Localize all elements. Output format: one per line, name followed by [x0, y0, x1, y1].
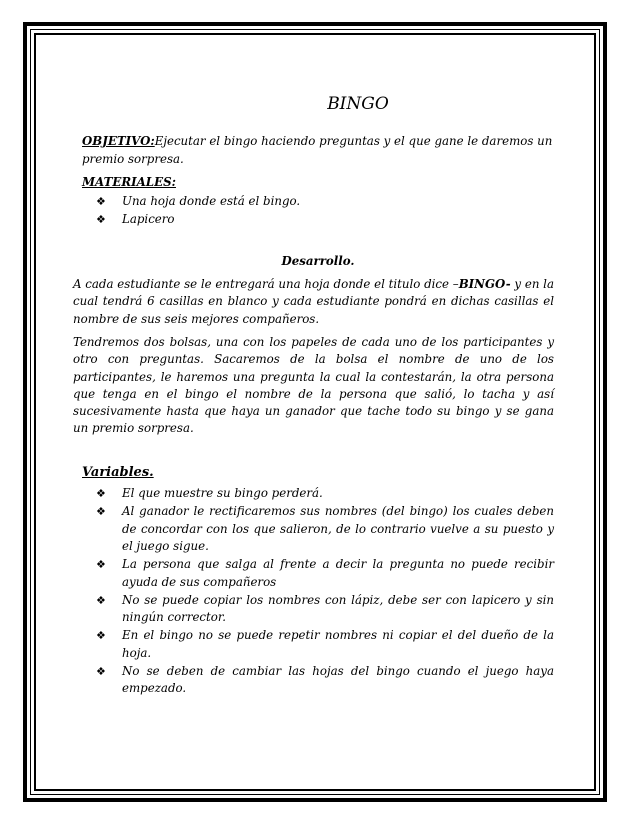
- objetivo-text: Ejecutar el bingo haciendo preguntas y el que gane le daremos un premio sorpresa.: [82, 134, 553, 166]
- bingo-word: BINGO-: [458, 277, 511, 292]
- objetivo-label: OBJETIVO:: [82, 134, 155, 149]
- document-body: [73, 94, 554, 699]
- materiales-label-line: [82, 174, 554, 191]
- desarrollo-paragraph-2: Tendremos dos bolsas, una con los papeles de cada uno de los participantes y otro con preguntas. Sacaremos de la bolsa el nombre de uno de los participantes, le haremos una pregunta la cual la contestarán, la otra persona que tenga en el bingo el nombre de la persona que salió, lo tacha y así sucesivamente hasta que haya un ganador que tache todo su bingo y se gana un premio sorpresa.: [73, 334, 554, 436]
- list-item: ❖ No se deben de cambiar las hojas del bingo cuando el juego haya empezado.: [96, 664, 554, 696]
- objetivo-paragraph: [82, 133, 554, 168]
- diamond-bullet-icon: ❖: [96, 487, 106, 501]
- list-item: ❖ No se puede copiar los nombres con lápiz, debe ser con lapicero y sin ningún corrector.: [96, 592, 554, 625]
- diamond-bullet-icon: ❖: [96, 213, 106, 227]
- diamond-bullet-icon: ❖: [96, 505, 106, 519]
- list-item: ❖ En el bingo no se puede repetir nombres ni copiar el del dueño de la hoja.: [96, 628, 554, 660]
- list-item: ❖ La persona que salga al frente a decir la pregunta no puede recibir ayuda de sus compañeros: [96, 557, 554, 589]
- list-item: ❖ Lapicero: [96, 211, 554, 228]
- diamond-bullet-icon: ❖: [96, 558, 106, 572]
- diamond-bullet-icon: ❖: [96, 593, 106, 607]
- document-title: BINGO: [327, 94, 389, 114]
- materiales-list: [82, 193, 554, 229]
- desarrollo-paragraph-1: A cada estudiante se le entregará una hoja donde el titulo dice –BINGO- y en la cual tendrá 6 casillas en blanco y cada estudiante pondrá en dichas casillas el nombre de sus seis mejores compañeros.: [73, 277, 554, 326]
- diamond-bullet-icon: ❖: [96, 665, 106, 679]
- list-item: ❖ Una hoja donde está el bingo.: [96, 193, 554, 210]
- diamond-bullet-icon: ❖: [96, 629, 106, 643]
- list-item: ❖ El que muestre su bingo perderá.: [96, 485, 554, 502]
- variables-heading: Variables.: [82, 464, 154, 480]
- diamond-bullet-icon: ❖: [96, 195, 106, 209]
- variables-list: [82, 485, 554, 698]
- materiales-label: MATERIALES:: [82, 174, 176, 189]
- list-item: ❖ Al ganador le rectificaremos sus nombres (del bingo) los cuales deben de concordar con los que salieron, de lo contrario vuelve a su puesto y el juego sigue.: [96, 504, 554, 553]
- desarrollo-heading: Desarrollo.: [281, 253, 355, 268]
